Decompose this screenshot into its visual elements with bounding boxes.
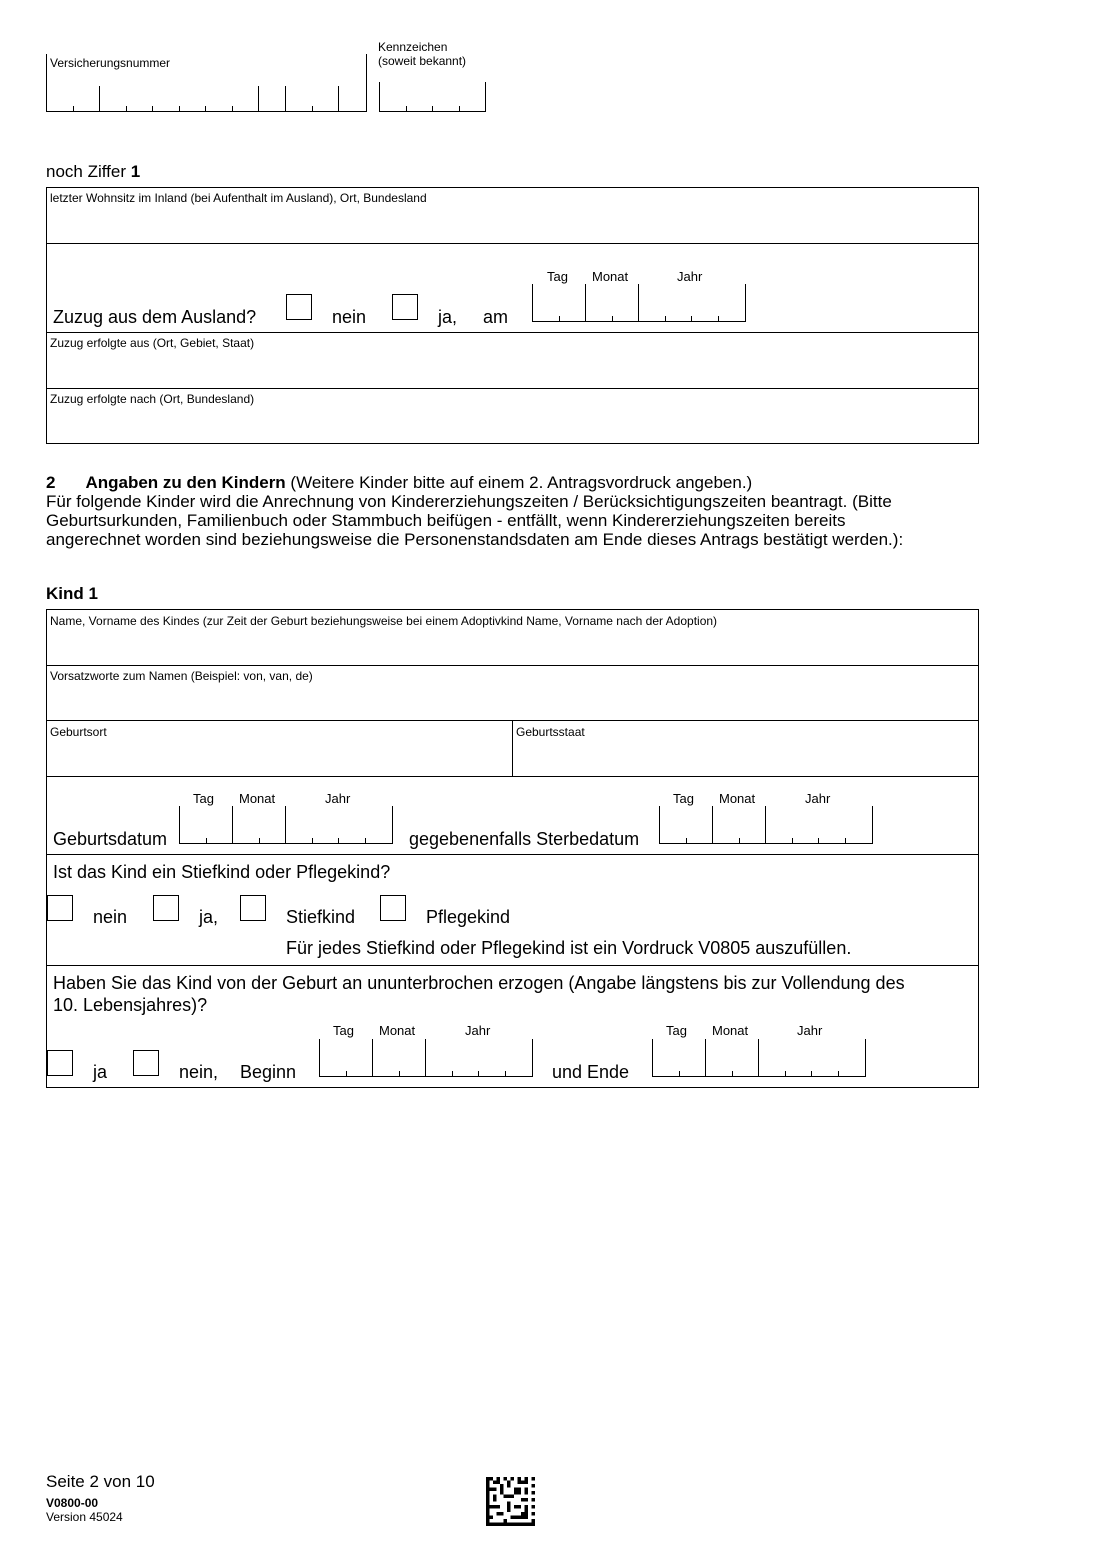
zuzug-am-label: am: [483, 307, 509, 327]
kind-name-label: Name, Vorname des Kindes (zur Zeit der Geburt beziehungsweise bei einem Adoptivkind Name, Vorname nach der Adoption): [50, 614, 718, 628]
ende-monat-label: Monat: [712, 1023, 749, 1038]
erzogen-ja-label: ja: [93, 1062, 108, 1082]
vorsatz-input[interactable]: [47, 683, 977, 719]
zuzug-ja-label: ja,: [438, 307, 458, 327]
date-jahr-label: Jahr: [677, 269, 703, 284]
section2-title: Angaben zu den Kindern: [85, 473, 286, 492]
section2-paragraph-line3: angerechnet worden sind beziehungsweise die Personenstandsdaten am Ende dieses Antrags bestätigt werden.):: [46, 530, 904, 549]
ende-jahr-label: Jahr: [797, 1023, 823, 1038]
zuzug-nein-label: nein: [332, 307, 367, 327]
vordruck-note: Für jedes Stiefkind oder Pflegekind ist ein Vordruck V0805 auszufüllen.: [286, 938, 852, 958]
beginn-tag-label: Tag: [333, 1023, 354, 1038]
sterbe-monat-label: Monat: [719, 791, 756, 806]
date-monat-label: Monat: [592, 269, 629, 284]
versicherungsnummer-field[interactable]: [46, 54, 368, 112]
section1-heading: [46, 162, 140, 182]
section2-heading: [46, 472, 752, 493]
stiefkind-question: Ist das Kind ein Stiefkind oder Pflegekind?: [53, 862, 391, 882]
stiefkind-checkbox[interactable]: [240, 895, 266, 921]
stiefkind-nein-label: nein: [93, 907, 128, 927]
zuzug-nach-label: Zuzug erfolgte nach (Ort, Bundesland): [50, 392, 255, 406]
ende-label: und Ende: [552, 1062, 630, 1082]
pflegekind-checkbox[interactable]: [380, 895, 406, 921]
zuzug-nein-checkbox[interactable]: [286, 294, 312, 320]
erzogen-nein-label: nein,: [179, 1062, 219, 1082]
versicherungsnummer-label: Versicherungsnummer: [50, 56, 171, 70]
erzogen-nein-checkbox[interactable]: [133, 1050, 159, 1076]
date-tag-label: Tag: [547, 269, 568, 284]
erzogen-question-line2: 10. Lebensjahres)?: [53, 995, 208, 1015]
kennzeichen-field[interactable]: [379, 82, 487, 112]
stiefkind-ja-label: ja,: [199, 907, 219, 927]
geburtsort-label: Geburtsort: [50, 725, 107, 739]
beginn-monat-label: Monat: [379, 1023, 416, 1038]
wohnsitz-label: letzter Wohnsitz im Inland (bei Aufenthalt im Ausland), Ort, Bundesland: [50, 191, 427, 205]
page-number: Seite 2 von 10: [46, 1472, 155, 1491]
erzogen-question-line1: Haben Sie das Kind von der Geburt an ununterbrochen erzogen (Angabe längstens bis zur Vollendung des: [53, 973, 905, 993]
pflegekind-label: Pflegekind: [426, 907, 511, 927]
erzogen-ja-checkbox[interactable]: [47, 1050, 73, 1076]
wohnsitz-input[interactable]: [47, 205, 977, 242]
geburtsstaat-input[interactable]: [513, 739, 977, 775]
zuzug-ja-checkbox[interactable]: [392, 294, 418, 320]
section1-heading-prefix: noch Ziffer: [46, 162, 131, 181]
geburtsort-input[interactable]: [47, 739, 511, 775]
beginn-date-field[interactable]: [319, 1039, 533, 1077]
beginn-jahr-label: Jahr: [465, 1023, 491, 1038]
zuzug-date-field[interactable]: [532, 284, 746, 322]
section2-paragraph-line1: Für folgende Kinder wird die Anrechnung von Kindererziehungszeiten / Berücksichtigungszeiten beantragt. (Bitte: [46, 492, 892, 511]
stiefkind-ja-checkbox[interactable]: [153, 895, 179, 921]
form-code: V0800-00: [46, 1496, 99, 1510]
geburt-jahr-label: Jahr: [325, 791, 351, 806]
geburtsdatum-field[interactable]: [179, 806, 393, 844]
form-version: Version 45024: [46, 1510, 123, 1524]
zuzug-aus-label: Zuzug erfolgte aus (Ort, Gebiet, Staat): [50, 336, 255, 350]
sterbe-jahr-label: Jahr: [805, 791, 831, 806]
beginn-label: Beginn: [240, 1062, 297, 1082]
zuzug-aus-input[interactable]: [47, 350, 977, 387]
stiefkind-nein-checkbox[interactable]: [47, 895, 73, 921]
section2-number: 2: [46, 473, 56, 492]
sterbedatum-field[interactable]: [659, 806, 873, 844]
sterbedatum-label: gegebenenfalls Sterbedatum: [409, 829, 640, 849]
section2-title-note: (Weitere Kinder bitte auf einem 2. Antragsvordruck angeben.): [285, 473, 753, 492]
zuzug-nach-input[interactable]: [47, 406, 977, 443]
datamatrix-barcode: [486, 1477, 535, 1526]
ende-date-field[interactable]: [652, 1039, 866, 1077]
kennzeichen-sublabel: (soweit bekannt): [378, 54, 467, 68]
section2-paragraph-line2: Geburtsurkunden, Familienbuch oder Stammbuch beifügen - entfällt, wenn Kindererziehungszeiten bereits: [46, 511, 846, 530]
geburtsstaat-label: Geburtsstaat: [516, 725, 585, 739]
zuzug-question: Zuzug aus dem Ausland?: [53, 307, 257, 327]
section1-heading-number: 1: [130, 162, 141, 181]
geburtsdatum-label: Geburtsdatum: [53, 829, 168, 849]
kind1-heading: Kind 1: [46, 584, 98, 603]
stiefkind-label: Stiefkind: [286, 907, 356, 927]
geburt-monat-label: Monat: [239, 791, 276, 806]
kennzeichen-label: Kennzeichen: [378, 40, 448, 54]
kind-name-input[interactable]: [47, 628, 977, 664]
vorsatz-label: Vorsatzworte zum Namen (Beispiel: von, van, de): [50, 669, 313, 683]
geburt-tag-label: Tag: [193, 791, 214, 806]
ende-tag-label: Tag: [666, 1023, 687, 1038]
sterbe-tag-label: Tag: [673, 791, 694, 806]
